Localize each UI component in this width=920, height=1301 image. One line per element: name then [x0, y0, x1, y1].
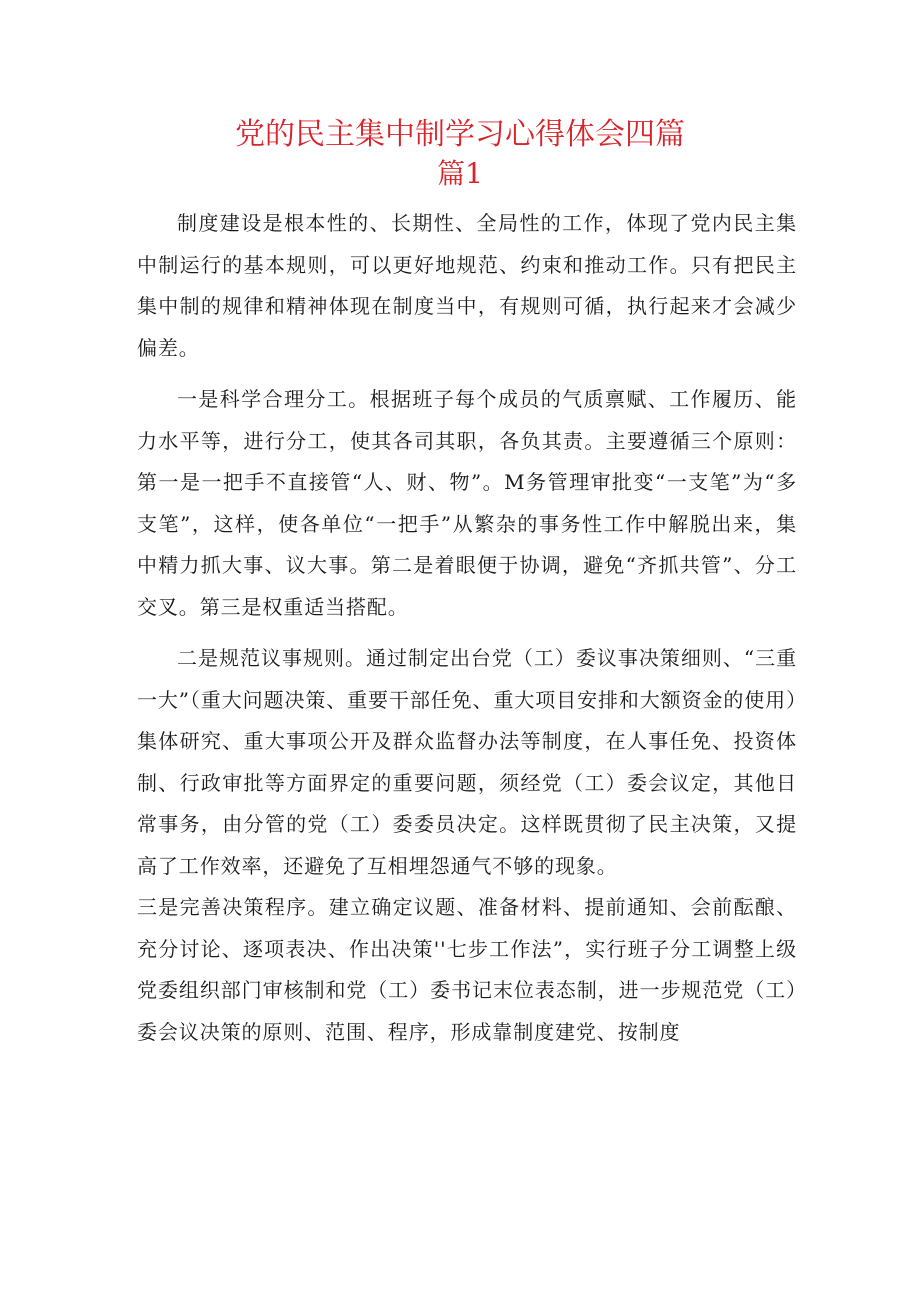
- paragraph-point-three: 三是完善决策程序。建立确定议题、准备材料、提前通知、会前酝酿、充分讨论、逐项表决、作出决策''七步工作法”，实行班子分工调整上级党委组织部门审核制和党（工）委书记末位表态制，进一步规范党（工）委会议决策的原则、范围、程序，形成靠制度建党、按制度: [137, 895, 797, 1044]
- paragraph-point-one: 一是科学合理分工。根据班子每个成员的气质禀赋、工作履历、能力水平等，进行分工，使其各司其职，各负其责。主要遵循三个原则：第一是一把手不直接管“人、财、物”。M务管理审批变“一支笔”为“多支笔”，这样，使各单位“一把手”从繁杂的事务性工作中解脱出来，集中精力抓大事、议大事。第二是着眼便于协调，避免“齐抓共管”、分工交叉。第三是权重适当搭配。: [137, 387, 797, 619]
- paragraph-point-two: 二是规范议事规则。通过制定出台党（工）委议事决策细则、“三重一大”（重大问题决策、重要干部任免、重大项目安排和大额资金的使用）集体研究、重大事项公开及群众监督办法等制度，在人事任免、投资体制、行政审批等方面界定的重要问题，须经党（工）委会议定，其他日常事务，由分管的党（工）委委员决定。这样既贯彻了民主决策，又提高了工作效率，还避免了互相埋怨通气不够的现象。: [137, 646, 797, 878]
- document-body: [137, 203, 797, 1063]
- section-heading: 篇1: [437, 157, 483, 190]
- document-title: 党的民主集中制学习心得体会四篇: [235, 117, 685, 152]
- paragraph-intro: 制度建设是根本性的、长期性、全局性的工作，体现了党内民主集中制运行的基本规则，可以更好地规范、约束和推动工作。只有把民主集中制的规律和精神体现在制度当中，有规则可循，执行起来才会减少偏差。: [137, 211, 797, 360]
